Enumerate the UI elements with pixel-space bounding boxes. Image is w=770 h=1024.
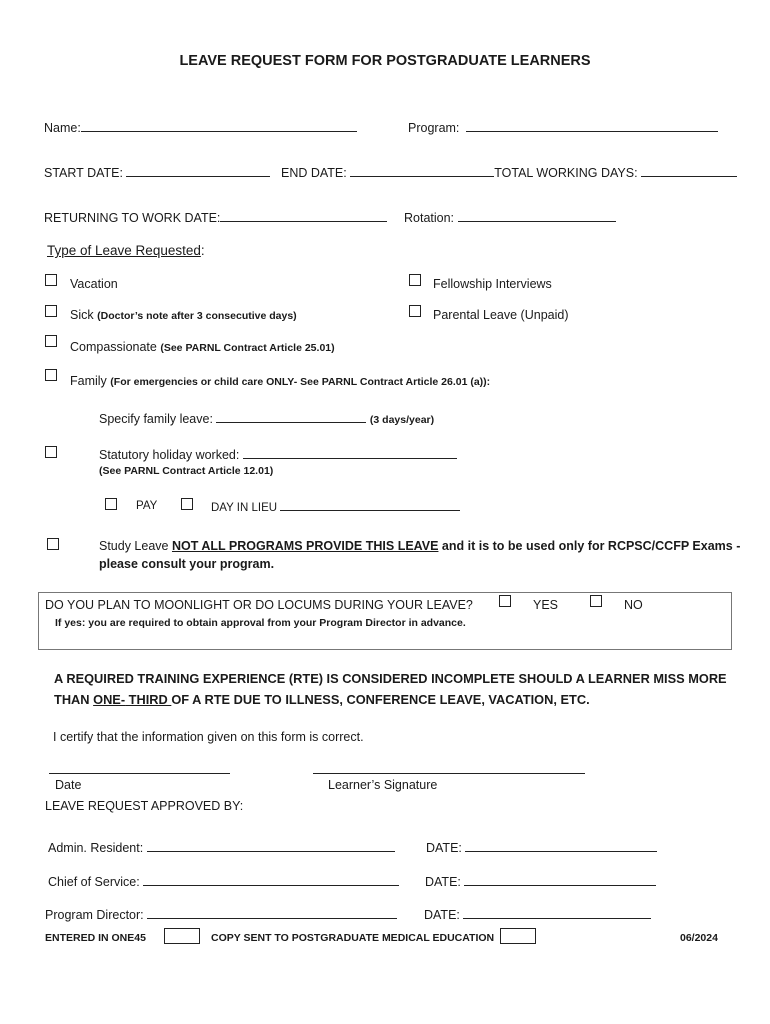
rte-line-1: A REQUIRED TRAINING EXPERIENCE (RTE) IS CONSIDERED INCOMPLETE SHOULD A LEARNER MISS MORE bbox=[54, 671, 727, 686]
vacation-label: Vacation bbox=[70, 277, 118, 291]
date-signature-label: Date bbox=[55, 778, 82, 792]
approval-heading: LEAVE REQUEST APPROVED BY: bbox=[45, 799, 244, 813]
pay-checkbox[interactable] bbox=[105, 498, 117, 510]
specify-family-field[interactable] bbox=[216, 410, 366, 423]
returning-row bbox=[44, 209, 387, 225]
study-leave-not-all: NOT ALL PROGRAMS PROVIDE THIS LEAVE bbox=[171, 539, 439, 553]
compassionate-checkbox[interactable] bbox=[45, 335, 57, 347]
specify-family-row bbox=[99, 410, 434, 426]
specify-family-label: Specify family leave: bbox=[99, 412, 213, 426]
entered-box[interactable] bbox=[164, 928, 200, 944]
study-leave-checkbox[interactable] bbox=[47, 538, 59, 550]
admin-date-row bbox=[426, 839, 657, 855]
end-date-label: END DATE: bbox=[281, 166, 347, 180]
chief-of-service-field[interactable] bbox=[143, 873, 399, 886]
moonlight-no-checkbox[interactable] bbox=[590, 595, 602, 607]
fellowship-label: Fellowship Interviews bbox=[433, 277, 552, 291]
statutory-field[interactable] bbox=[243, 446, 457, 459]
copy-sent-label: COPY SENT TO POSTGRADUATE MEDICAL EDUCATION bbox=[211, 932, 495, 944]
study-leave-consult: please consult your program. bbox=[99, 557, 275, 571]
chief-date-field[interactable] bbox=[464, 873, 656, 886]
compassionate-note: (See PARNL Contract Article 25.01) bbox=[160, 342, 335, 354]
version-label: 06/2024 bbox=[680, 932, 718, 944]
rotation-label: Rotation: bbox=[404, 211, 455, 225]
chief-date-row bbox=[425, 873, 656, 889]
start-date-row bbox=[44, 164, 270, 180]
rte-line-2 bbox=[54, 692, 590, 707]
director-date-row bbox=[424, 906, 651, 922]
admin-date-field[interactable] bbox=[465, 839, 657, 852]
parental-checkbox[interactable] bbox=[409, 305, 421, 317]
admin-date-label: DATE: bbox=[426, 841, 462, 855]
certify-text: I certify that the information given on this form is correct. bbox=[53, 730, 364, 744]
family-row bbox=[70, 374, 490, 388]
total-working-days-label: TOTAL WORKING DAYS: bbox=[494, 166, 638, 180]
end-date-field[interactable] bbox=[350, 164, 494, 177]
day-in-lieu-label: DAY IN LIEU bbox=[211, 502, 278, 514]
parental-label: Parental Leave (Unpaid) bbox=[433, 308, 569, 322]
fellowship-checkbox[interactable] bbox=[409, 274, 421, 286]
statutory-label: Statutory holiday worked: bbox=[99, 448, 240, 462]
study-leave-row bbox=[99, 539, 740, 553]
chief-date-label: DATE: bbox=[425, 875, 461, 889]
chief-of-service-row bbox=[48, 873, 399, 889]
admin-resident-field[interactable] bbox=[147, 839, 395, 852]
type-of-leave-heading bbox=[47, 243, 205, 258]
admin-resident-label: Admin. Resident: bbox=[48, 841, 144, 855]
sick-checkbox[interactable] bbox=[45, 305, 57, 317]
program-director-row bbox=[45, 906, 397, 922]
sick-note: (Doctor’s note after 3 consecutive days) bbox=[97, 310, 297, 322]
name-field[interactable] bbox=[81, 119, 357, 132]
end-date-row bbox=[281, 164, 737, 180]
study-leave-label: Study Leave bbox=[99, 539, 169, 553]
moonlight-no-label: NO bbox=[624, 598, 643, 612]
program-label: Program: bbox=[408, 121, 460, 135]
rte-rest: OF A RTE DUE TO ILLNESS, CONFERENCE LEAVE, VACATION, ETC. bbox=[171, 692, 590, 707]
compassionate-label: Compassionate bbox=[70, 340, 157, 354]
family-label: Family bbox=[70, 374, 107, 388]
page-title: LEAVE REQUEST FORM FOR POSTGRADUATE LEARNERS bbox=[179, 53, 591, 69]
family-note: (For emergencies or child care ONLY- See PARNL Contract Article 26.01 (a)): bbox=[110, 376, 491, 388]
total-working-days-field[interactable] bbox=[641, 164, 737, 177]
sick-row bbox=[70, 308, 297, 322]
rotation-field[interactable] bbox=[458, 209, 616, 222]
returning-label: RETURNING TO WORK DATE: bbox=[44, 211, 221, 225]
moonlight-yes-label: YES bbox=[533, 598, 559, 612]
returning-field[interactable] bbox=[220, 209, 387, 222]
program-director-label: Program Director: bbox=[45, 908, 144, 922]
learner-signature-label: Learner’s Signature bbox=[328, 778, 438, 792]
day-in-lieu-checkbox[interactable] bbox=[181, 498, 193, 510]
rte-one: ONE- bbox=[93, 692, 126, 707]
name-label: Name: bbox=[44, 121, 81, 135]
moonlight-note: If yes: you are required to obtain approval from your Program Director in advance. bbox=[55, 617, 466, 629]
moonlight-yes-checkbox[interactable] bbox=[499, 595, 511, 607]
vacation-checkbox[interactable] bbox=[45, 274, 57, 286]
statutory-note: (See PARNL Contract Article 12.01) bbox=[99, 465, 274, 477]
compassionate-row bbox=[70, 340, 335, 354]
sick-label: Sick bbox=[70, 308, 94, 322]
director-date-label: DATE: bbox=[424, 908, 460, 922]
entered-label: ENTERED IN ONE45 bbox=[45, 932, 146, 944]
program-row bbox=[408, 119, 718, 135]
moonlight-question: DO YOU PLAN TO MOONLIGHT OR DO LOCUMS DURING YOUR LEAVE? bbox=[45, 598, 473, 612]
statutory-row bbox=[99, 446, 457, 462]
pay-label: PAY bbox=[136, 500, 158, 512]
learner-signature-line[interactable] bbox=[313, 773, 585, 774]
rte-third: THIRD bbox=[125, 692, 172, 707]
start-date-field[interactable] bbox=[126, 164, 270, 177]
type-of-leave-colon: : bbox=[200, 243, 205, 258]
admin-resident-row bbox=[48, 839, 395, 855]
study-leave-rest: and it is to be used only for RCPSC/CCFP Exams - bbox=[438, 539, 741, 553]
chief-of-service-label: Chief of Service: bbox=[48, 875, 140, 889]
program-director-field[interactable] bbox=[147, 906, 397, 919]
director-date-field[interactable] bbox=[463, 906, 651, 919]
days-per-year-note: (3 days/year) bbox=[369, 414, 435, 426]
rte-than: THAN bbox=[54, 692, 94, 707]
day-in-lieu-row bbox=[211, 500, 460, 514]
statutory-checkbox[interactable] bbox=[45, 446, 57, 458]
program-field[interactable] bbox=[466, 119, 718, 132]
type-of-leave-heading-text: Type of Leave Requested bbox=[47, 243, 201, 258]
family-checkbox[interactable] bbox=[45, 369, 57, 381]
date-signature-line[interactable] bbox=[49, 773, 230, 774]
name-row bbox=[44, 119, 357, 135]
day-in-lieu-field[interactable] bbox=[280, 500, 460, 511]
rotation-row bbox=[404, 209, 616, 225]
copy-sent-box[interactable] bbox=[500, 928, 536, 944]
start-date-label: START DATE: bbox=[44, 166, 123, 180]
